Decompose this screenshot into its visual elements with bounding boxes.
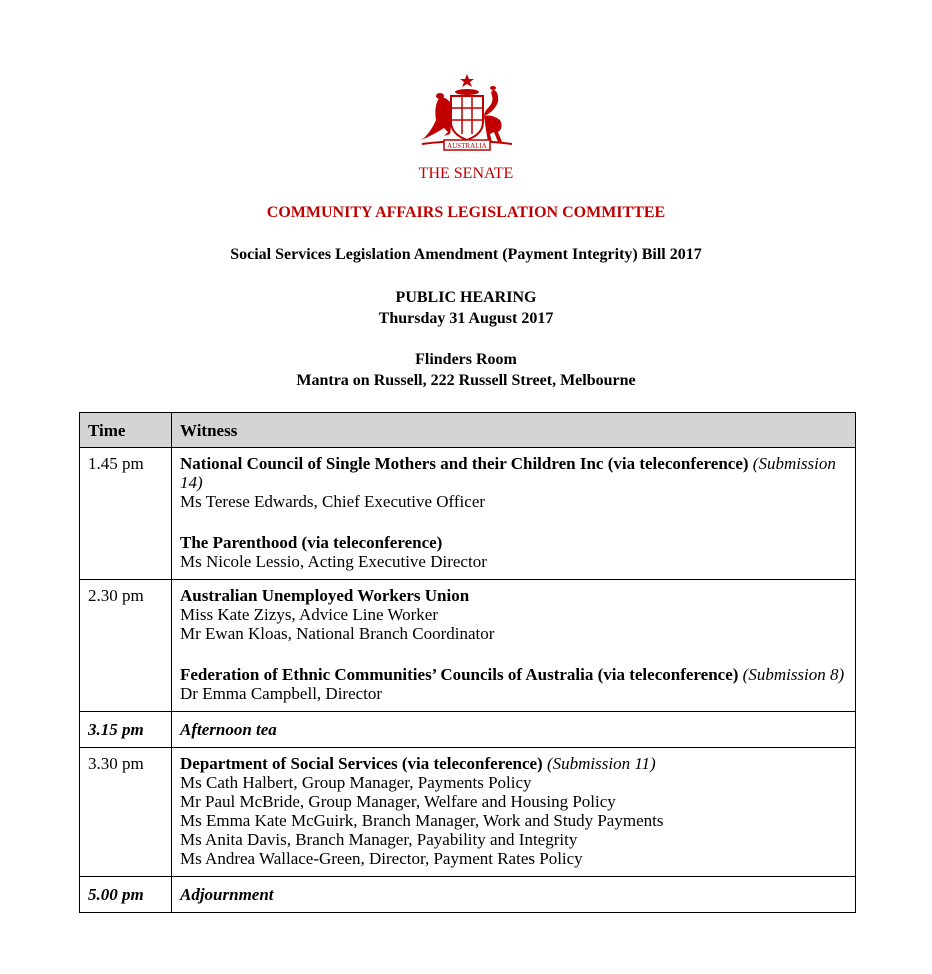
hearing-date: Thursday 31 August 2017 — [378, 310, 554, 327]
table-row — [80, 748, 856, 877]
row-time: 1.45 pm — [80, 448, 172, 580]
witness-person: Ms Terese Edwards, Chief Executive Officer — [180, 492, 486, 511]
witness-person: Ms Emma Kate McGuirk, Branch Manager, Work and Study Payments — [180, 811, 664, 830]
submission-ref: (Submission 11) — [546, 754, 656, 773]
row-witnesses — [172, 580, 856, 712]
witness-person: Ms Andrea Wallace-Green, Director, Payment Rates Policy — [180, 849, 583, 868]
row-time: 5.00 pm — [80, 877, 172, 913]
time-column-header: Time — [80, 413, 172, 448]
witness-person: Ms Anita Davis, Branch Manager, Payability and Integrity — [180, 830, 578, 849]
organisation-name: Australian Unemployed Workers Union — [180, 586, 470, 605]
witness-person: Dr Emma Campbell, Director — [180, 684, 383, 703]
organisation-name: Federation of Ethnic Communities’ Councils of Australia (via teleconference) — [180, 665, 739, 684]
witness-person: Mr Paul McBride, Group Manager, Welfare and Housing Policy — [180, 792, 616, 811]
organisation-name: The Parenthood (via teleconference) — [180, 533, 443, 552]
program-table — [79, 412, 856, 913]
row-witnesses — [172, 748, 856, 877]
submission-ref: (Submission 14) — [180, 454, 836, 492]
witness-column-header: Witness — [172, 413, 856, 448]
witness-person: Miss Kate Zizys, Advice Line Worker — [180, 605, 438, 624]
organisation-name: National Council of Single Mothers and their Children Inc (via teleconference) — [180, 454, 749, 473]
witness-person: Ms Nicole Lessio, Acting Executive Director — [180, 552, 487, 571]
row-time: 2.30 pm — [80, 580, 172, 712]
svg-text:AUSTRALIA: AUSTRALIA — [447, 142, 487, 150]
organisation-name: Department of Social Services (via teleconference) — [180, 754, 543, 773]
row-time: 3.15 pm — [80, 712, 172, 748]
chamber-title: THE SENATE — [418, 165, 514, 182]
row-event: Adjournment — [172, 877, 856, 913]
coat-of-arms-logo — [414, 72, 520, 160]
committee-title: COMMUNITY AFFAIRS LEGISLATION COMMITTEE — [266, 204, 666, 221]
hearing-room: Flinders Room — [415, 351, 517, 368]
bill-title: Social Services Legislation Amendment (Payment Integrity) Bill 2017 — [230, 246, 702, 263]
hearing-type: PUBLIC HEARING — [395, 289, 537, 306]
row-event: Afternoon tea — [172, 712, 856, 748]
submission-ref: (Submission 8) — [742, 665, 845, 684]
row-witnesses — [172, 448, 856, 580]
table-row — [80, 712, 856, 748]
table-row — [80, 877, 856, 913]
row-time: 3.30 pm — [80, 748, 172, 877]
witness-person: Ms Cath Halbert, Group Manager, Payments Policy — [180, 773, 532, 792]
hearing-venue: Mantra on Russell, 222 Russell Street, Melbourne — [296, 372, 636, 389]
table-row — [80, 448, 856, 580]
table-header-row — [80, 413, 856, 448]
witness-person: Mr Ewan Kloas, National Branch Coordinator — [180, 624, 495, 643]
table-row — [80, 580, 856, 712]
